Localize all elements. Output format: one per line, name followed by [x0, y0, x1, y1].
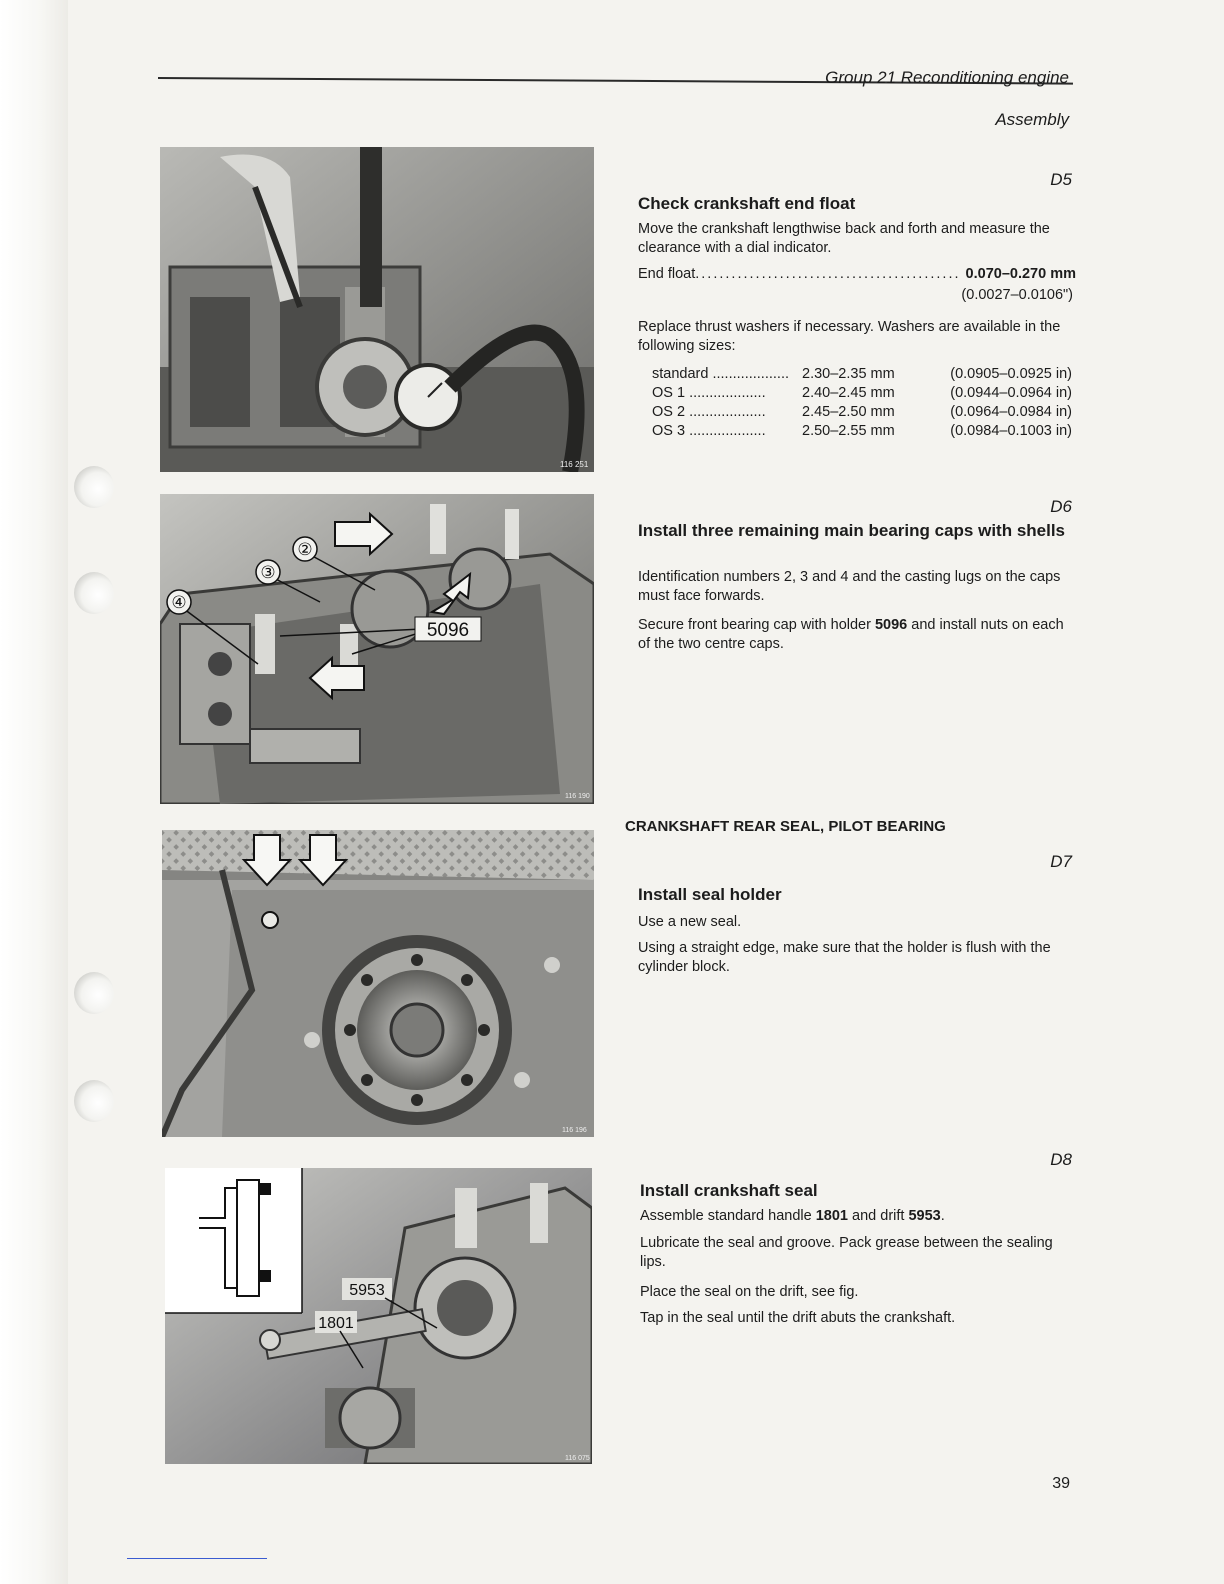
- text-span: and drift: [848, 1208, 909, 1224]
- tool-number: 5096: [874, 617, 908, 633]
- end-float-value: 0.070–0.270 mm: [965, 266, 1076, 282]
- tool-5953-label: 5953: [349, 1282, 385, 1299]
- washer-row: [652, 404, 1072, 423]
- leader-dots: ...................: [708, 366, 790, 382]
- d8-p4: Tap in the seal until the drift abuts the crankshaft.: [640, 1310, 956, 1326]
- callout-2: ②: [297, 540, 313, 560]
- leader-dots: ............................................: [695, 266, 961, 282]
- d5-replace: Replace thrust washers if necessary. Washers are available in the following sizes:: [638, 319, 1061, 354]
- text-span: Secure front bearing cap with holder: [638, 617, 875, 633]
- washer-inch: (0.0964–0.0984 in): [950, 404, 1072, 420]
- text-span: Assemble standard handle: [640, 1208, 816, 1224]
- leader-dots: ...................: [685, 423, 766, 439]
- washer-row: [652, 423, 1072, 442]
- washer-inch: (0.0905–0.0925 in): [950, 366, 1072, 382]
- callout-4: ④: [171, 593, 187, 613]
- end-float-inch: (0.0027–0.0106"): [961, 287, 1073, 303]
- d7-title: Install seal holder: [638, 885, 782, 904]
- d5-title: Check crankshaft end float: [638, 194, 856, 213]
- step-code-d7: D7: [1050, 852, 1072, 871]
- washer-inch: (0.0944–0.0964 in): [950, 385, 1072, 401]
- d8-p2: Lubricate the seal and groove. Pack grease between the sealing lips.: [640, 1235, 1053, 1270]
- d6-p1: Identification numbers 2, 3 and 4 and the casting lugs on the caps must face forwards.: [638, 569, 1061, 604]
- punch-hole: [74, 972, 114, 1014]
- step-code-d8: D8: [1050, 1150, 1072, 1169]
- step-code-d5: D5: [1050, 170, 1072, 189]
- punch-hole: [74, 572, 114, 614]
- washer-mm: 2.40–2.45 mm: [802, 385, 895, 401]
- page-number: 39: [1052, 1475, 1070, 1492]
- d8-p3: Place the seal on the drift, see fig.: [640, 1284, 859, 1300]
- d8-title: Install crankshaft seal: [640, 1181, 818, 1200]
- figure-d8-label: 116 075: [565, 1455, 590, 1462]
- tool-1801-label: 1801: [318, 1315, 354, 1332]
- text-span: and install nuts on each of the two centre caps.: [638, 617, 1064, 652]
- punch-hole: [74, 466, 114, 508]
- d6-p2: [638, 616, 1078, 654]
- washer-sizes-table: [652, 366, 1072, 442]
- figure-d6-bearing-caps: [160, 494, 594, 804]
- d7-p2: Using a straight edge, make sure that the holder is flush with the cylinder block.: [638, 940, 1051, 975]
- figure-d7-label: 116 196: [562, 1127, 587, 1134]
- washer-row: [652, 366, 1072, 385]
- section-title: CRANKSHAFT REAR SEAL, PILOT BEARING: [625, 818, 946, 835]
- leader-dots: ...................: [685, 385, 766, 401]
- header-section-title: Assembly: [995, 110, 1069, 129]
- figure-d5-label: 116 251: [560, 460, 589, 469]
- washer-mm: 2.50–2.55 mm: [802, 423, 895, 439]
- tool-5096-label: 5096: [426, 620, 470, 641]
- washer-mm: 2.30–2.35 mm: [802, 366, 895, 382]
- washer-row: [652, 385, 1072, 404]
- d7-p1: Use a new seal.: [638, 914, 742, 930]
- washer-inch: (0.0984–0.1003 in): [950, 423, 1072, 439]
- text-span: .: [940, 1208, 945, 1224]
- callout-3: ③: [260, 563, 276, 583]
- d6-title: Install three remaining main bearing caps with shells: [638, 521, 1066, 540]
- scan-edge: [0, 0, 68, 1584]
- figure-d8-crankshaft-seal: [165, 1168, 592, 1464]
- punch-hole: [74, 1080, 114, 1122]
- figure-d7-seal-holder: [162, 830, 594, 1137]
- leader-dots: ...................: [685, 404, 766, 420]
- figure-d6-label: 116 190: [565, 793, 590, 800]
- washer-name: OS 2: [652, 404, 686, 420]
- washer-name: OS 1: [652, 385, 686, 401]
- header-group-title: Group 21 Reconditioning engine: [825, 68, 1069, 87]
- step-code-d6: D6: [1050, 497, 1072, 516]
- end-float-spec: [638, 265, 1076, 284]
- footer-link-line: [127, 1558, 267, 1559]
- tool-number: 5953: [908, 1208, 941, 1224]
- d8-p1: [640, 1207, 1080, 1226]
- figure-d5-dial-indicator: [160, 147, 594, 472]
- end-float-label: End float: [638, 266, 696, 282]
- washer-name: standard: [652, 366, 709, 382]
- washer-name: OS 3: [652, 423, 686, 439]
- d5-intro: Move the crankshaft lengthwise back and forth and measure the clearance with a dial indicator.: [638, 221, 1050, 256]
- washer-mm: 2.45–2.50 mm: [802, 404, 895, 420]
- tool-number: 1801: [815, 1208, 848, 1224]
